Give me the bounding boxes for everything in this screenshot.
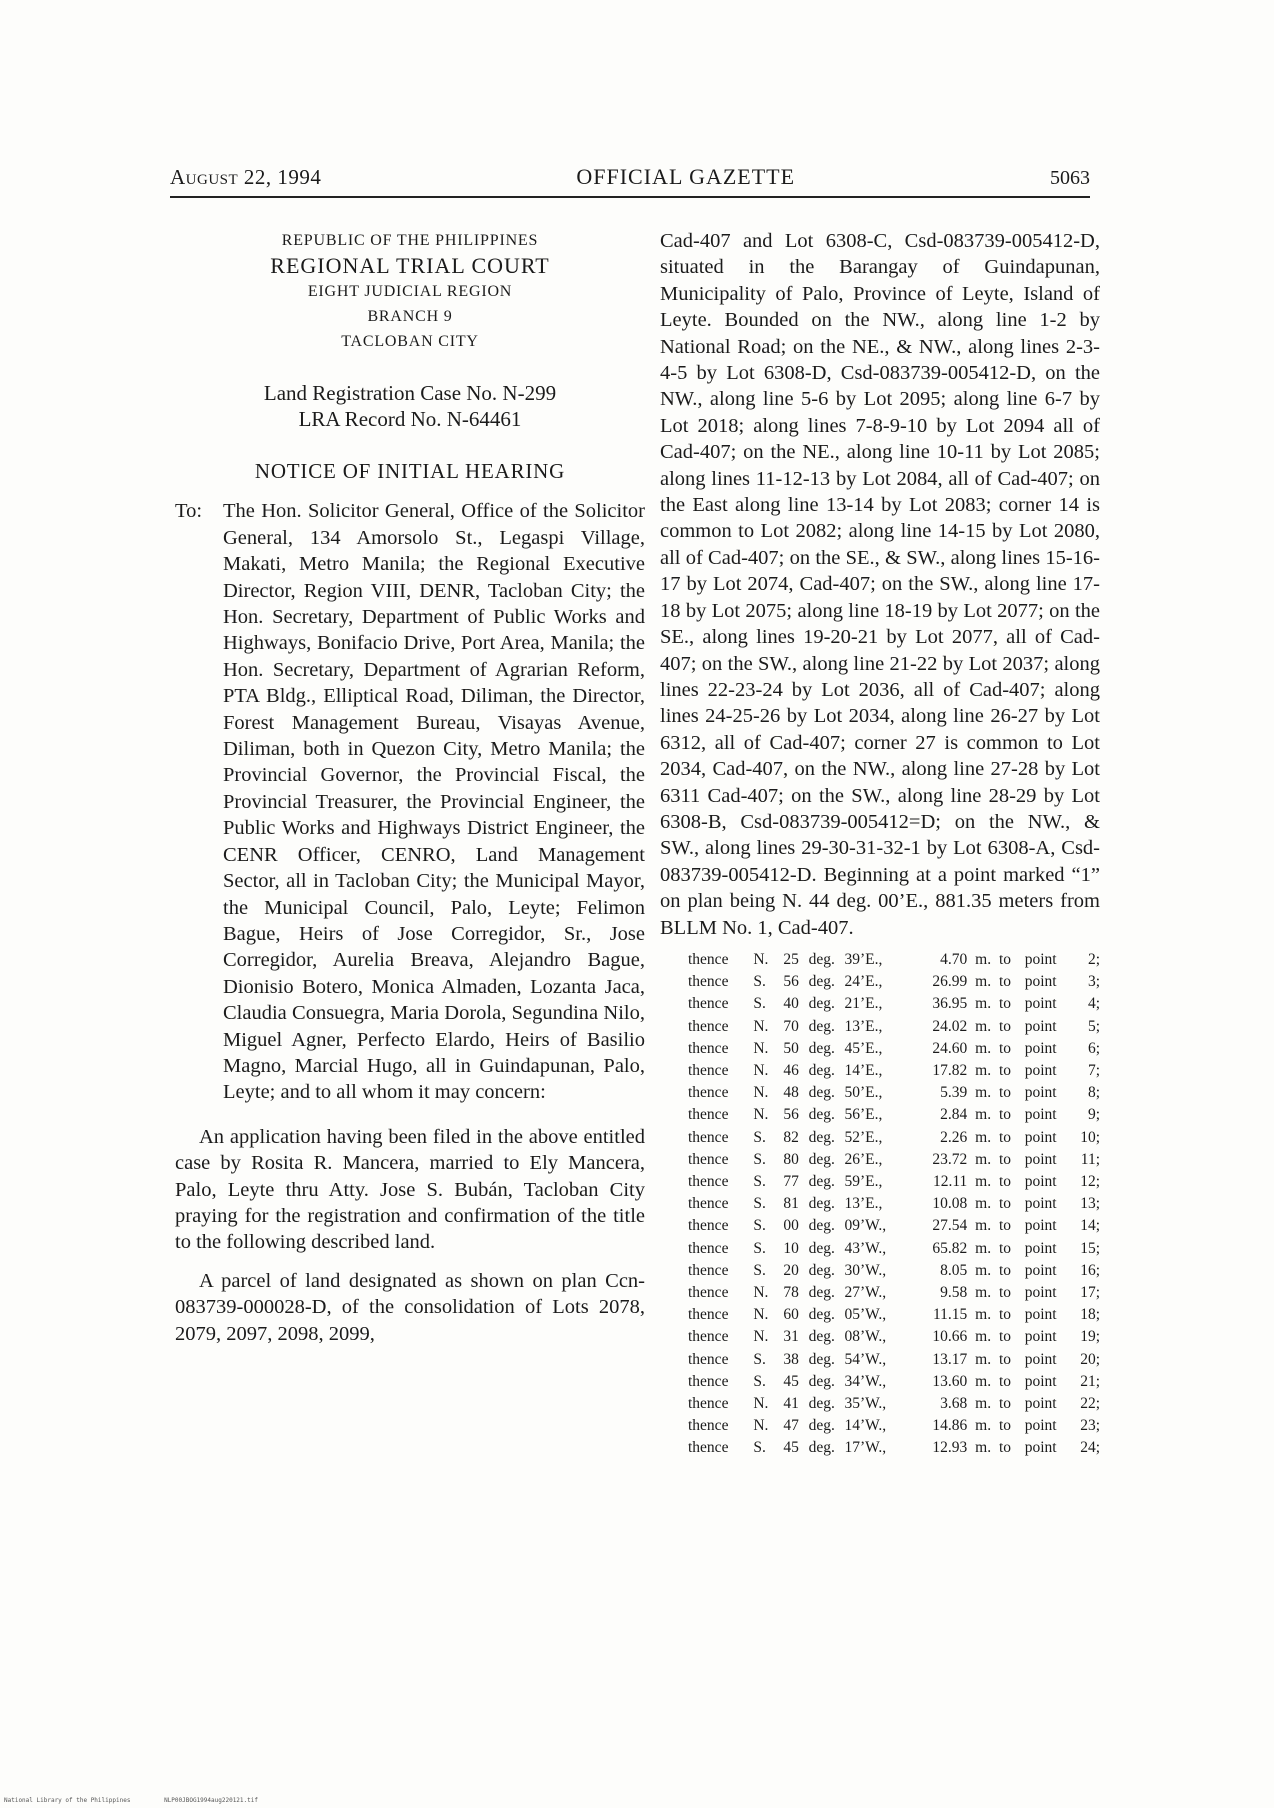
- court-republic: REPUBLIC OF THE PHILIPPINES: [281, 232, 539, 249]
- bearing-point-number: 4;: [1087, 995, 1101, 1013]
- bearing-thence: thence: [688, 1372, 729, 1390]
- bearing-point-word: point: [1024, 1284, 1057, 1302]
- notice-title: NOTICE OF INITIAL HEARING: [254, 459, 566, 483]
- bearing-minutes: 24’E.,: [844, 973, 883, 991]
- bearing-thence: thence: [688, 950, 729, 968]
- bearing-thence: thence: [688, 1061, 729, 1079]
- bearing-direction: N.: [753, 1395, 769, 1413]
- bearing-unit: m.: [975, 1173, 992, 1190]
- bearing-minutes: 13’E.,: [844, 1017, 883, 1035]
- bearing-to: to: [998, 1350, 1012, 1368]
- bearing-unit: m.: [975, 973, 992, 991]
- bearing-point-number: 2;: [1087, 950, 1101, 968]
- court-branch: BRANCH 9: [367, 308, 453, 325]
- bearing-thence: thence: [688, 1128, 729, 1146]
- bearing-unit: m.: [975, 1017, 992, 1035]
- bearing-unit: m.: [975, 1350, 992, 1368]
- addressee-list: The Hon. Solicitor General, Office of the Solicitor General, 134 Amorsolo St., Legaspi Village, Makati, Metro Manila; the Regional Executive Director, Region VIII, DENR, Tacloban City; the Hon. Secretary, Department of Public Works and Highways, Bonifacio Drive, Port Area, Manila; the Hon. Secretary, Department of Agrarian Reform, PTA Bldg., Elliptical Road, Diliman, the Director, Forest Management Bureau, Visayas Avenue, Diliman, both in Quezon City, Metro Manila; the Provincial Governor, the Provincial Fiscal, the Provincial Treasurer, the Provincial Engineer, the Public Works and Highways District Engineer, the CENR Officer, CENRO, Land Management Sector, all in Tacloban City; the Municipal Mayor, the Municipal Council, Palo, Leyte; Felimon Bague, Heirs of Jose Corregidor, Sr., Jose Corregidor, Aurelia Breava, Alejandro Bague, Dionisio Botero, Monica Almaden, Lozanta Jaca, Claudia Consuegra, Maria Dorola, Segundina Nilo, Miguel Agner, Perfecto Elardo, Heirs of Basilio Magno, Marcial Hugo, all in Guindapunan, Palo, Leyte; and to all whom it may concern:: [223, 500, 645, 1104]
- bearing-to: to: [998, 1328, 1012, 1346]
- bearing-direction: S.: [753, 973, 766, 991]
- bearing-degrees: 82: [783, 1128, 799, 1146]
- bearing-point-word: point: [1024, 1417, 1057, 1435]
- bearing-direction: S.: [753, 1261, 766, 1279]
- bearing-deg-word: deg.: [808, 1417, 835, 1435]
- bearing-unit: m.: [975, 1106, 992, 1124]
- bearing-minutes: 35’W.,: [844, 1395, 887, 1413]
- bearing-point-word: point: [1024, 1306, 1057, 1324]
- bearing-deg-word: deg.: [808, 1106, 835, 1124]
- bearing-distance: 2.26: [940, 1128, 968, 1146]
- bearing-row: [660, 1193, 1100, 1215]
- bearing-point-number: 9;: [1087, 1106, 1101, 1124]
- bearing-direction: S.: [753, 1372, 766, 1390]
- bearing-row: [660, 1260, 1100, 1282]
- bearing-unit: m.: [975, 1417, 992, 1435]
- bearing-minutes: 34’W.,: [844, 1372, 887, 1390]
- bearing-thence: thence: [688, 1106, 729, 1124]
- bearing-point-number: 7;: [1087, 1061, 1101, 1079]
- bearing-point-word: point: [1024, 1017, 1057, 1035]
- bearing-unit: m.: [975, 1395, 992, 1413]
- bearing-thence: thence: [688, 1284, 729, 1302]
- bearing-thence: thence: [688, 1150, 729, 1168]
- bearing-distance: 2.84: [940, 1106, 968, 1124]
- bearing-minutes: 30’W.,: [844, 1261, 887, 1279]
- bearing-to: to: [998, 1106, 1012, 1124]
- bearing-direction: N.: [753, 1106, 769, 1124]
- bearing-minutes: 27’W.,: [844, 1284, 887, 1302]
- bearing-row: [660, 1371, 1100, 1393]
- bearing-row: [660, 1349, 1100, 1371]
- bearing-deg-word: deg.: [808, 1261, 835, 1279]
- bearing-to: to: [998, 1039, 1012, 1057]
- bearing-direction: N.: [753, 1039, 769, 1057]
- bearing-minutes: 21’E.,: [844, 995, 883, 1013]
- bearing-point-number: 16;: [1080, 1261, 1101, 1279]
- bearing-unit: m.: [975, 1372, 992, 1390]
- bearing-row: [660, 1238, 1100, 1260]
- bearing-direction: S.: [753, 1173, 766, 1190]
- bearing-thence: thence: [688, 1328, 729, 1346]
- bearing-point-number: 12;: [1080, 1173, 1101, 1190]
- bearing-row: [660, 1282, 1100, 1304]
- bearing-row: [660, 1127, 1100, 1149]
- bearing-unit: m.: [975, 1039, 992, 1057]
- bearing-direction: N.: [753, 1284, 769, 1302]
- bearing-direction: S.: [753, 1350, 766, 1368]
- bearing-minutes: 17’W.,: [844, 1439, 887, 1457]
- bearing-degrees: 38: [783, 1350, 799, 1368]
- bearing-point-word: point: [1024, 1106, 1057, 1124]
- scan-footer: [4, 1797, 258, 1804]
- bearing-distance: 3.68: [940, 1395, 968, 1413]
- bearing-degrees: 00: [783, 1217, 799, 1235]
- bearing-direction: S.: [753, 1195, 766, 1213]
- right-column: [660, 228, 1100, 1460]
- bearing-unit: m.: [975, 1150, 992, 1168]
- bearing-thence: thence: [688, 1039, 729, 1057]
- bearing-degrees: 56: [783, 1106, 799, 1124]
- bearing-distance: 26.99: [932, 973, 968, 991]
- bearing-degrees: 10: [783, 1239, 799, 1257]
- bearing-to: to: [998, 1306, 1012, 1324]
- bearing-point-word: point: [1024, 1061, 1057, 1079]
- bearing-to: to: [998, 950, 1012, 968]
- bearing-to: to: [998, 1195, 1012, 1213]
- bearing-deg-word: deg.: [808, 1306, 835, 1324]
- bearing-point-number: 21;: [1080, 1372, 1101, 1390]
- bearing-deg-word: deg.: [808, 1061, 835, 1079]
- bearing-deg-word: deg.: [808, 1150, 835, 1168]
- bearing-row: [660, 1326, 1100, 1348]
- bearing-deg-word: deg.: [808, 1239, 835, 1257]
- bearing-to: to: [998, 995, 1012, 1013]
- publication-title: OFFICIAL GAZETTE: [576, 164, 796, 189]
- bearing-unit: m.: [975, 1306, 992, 1324]
- bearing-point-word: point: [1024, 1239, 1057, 1257]
- bearing-unit: m.: [975, 1084, 992, 1102]
- bearing-row: [660, 971, 1100, 993]
- bearing-unit: m.: [975, 995, 992, 1013]
- court-heading: [175, 228, 645, 354]
- bearing-to: to: [998, 1173, 1012, 1190]
- application-paragraph: An application having been filed in the above entitled case by Rosita R. Mancera, married to Ely Mancera, Palo, Leyte thru Atty. Jose S. Bubán, Tacloban City praying for the registration and confirmation of the title to the following described land.: [175, 1125, 645, 1254]
- bearing-minutes: 08’W.,: [844, 1328, 887, 1346]
- bearing-minutes: 52’E.,: [844, 1128, 883, 1146]
- bearing-direction: S.: [753, 1239, 766, 1257]
- bearing-to: to: [998, 1395, 1012, 1413]
- bearing-direction: N.: [753, 1061, 769, 1079]
- boundary-description: Cad-407 and Lot 6308-C, Csd-083739-005412-D, situated in the Barangay of Guindapunan, Municipality of Palo, Province of Leyte, Island of Leyte. Bounded on the NW., along line 1-2 by National Road; on the NE., & NW., along lines 2-3-4-5 by Lot 6308-D, Csd-083739-005412-D, on the NW., along line 5-6 by Lot 2095; along line 6-7 by Lot 2018; along lines 7-8-9-10 by Lot 2094 all of Cad-407; on the NE., along line 10-11 by Lot 2085; along lines 11-12-13 by Lot 2084, all of Cad-407; on the East along line 13-14 by Lot 2083; corner 14 is common to Lot 2082; along line 14-15 by Lot 2080, all of Cad-407; on the SE., & SW., along lines 15-16-17 by Lot 2074, Cad-407; on the SW., along line 17-18 by Lot 2075; along line 18-19 by Lot 2077; on the SE., along lines 19-20-21 by Lot 2077, all of Cad-407; on the SW., along line 21-22 by Lot 2037; along lines 22-23-24 by Lot 2036, all of Cad-407; along lines 24-25-26 by Lot 2034, along line 26-27 by Lot 6312, all of Cad-407; corner 27 is common to Lot 2034, Cad-407, on the NW., along line 27-28 by Lot 6311 Cad-407; on the SW., along line 28-29 by Lot 6308-B, Csd-083739-005412=D; on the NW., & SW., along lines 29-30-31-32-1 by Lot 6308-A, Csd-083739-005412-D. Beginning at a point marked “1” on plan being N. 44 deg. 00’E., 881.35 meters from BLLM No. 1, Cad-407.: [660, 230, 1100, 939]
- bearings-table: [660, 949, 1100, 1460]
- bearing-point-number: 24;: [1080, 1439, 1101, 1457]
- bearing-direction: S.: [753, 1128, 766, 1146]
- bearing-minutes: 56’E.,: [844, 1106, 883, 1124]
- bearing-thence: thence: [688, 1350, 729, 1368]
- bearing-thence: thence: [688, 1217, 729, 1235]
- bearing-point-word: point: [1024, 1173, 1057, 1190]
- bearing-row: [660, 1082, 1100, 1104]
- bearing-point-word: point: [1024, 1217, 1057, 1235]
- bearing-point-number: 14;: [1080, 1217, 1101, 1235]
- bearing-thence: thence: [688, 973, 729, 991]
- bearing-point-word: point: [1024, 1372, 1057, 1390]
- bearing-row: [660, 1437, 1100, 1459]
- bearing-point-number: 19;: [1080, 1328, 1101, 1346]
- bearing-to: to: [998, 1284, 1012, 1302]
- bearing-point-number: 17;: [1080, 1284, 1101, 1302]
- bearing-direction: N.: [753, 1084, 769, 1102]
- bearing-unit: m.: [975, 1217, 992, 1235]
- bearing-minutes: 14’E.,: [844, 1061, 883, 1079]
- bearing-thence: thence: [688, 1084, 729, 1102]
- bearing-unit: m.: [975, 1284, 992, 1302]
- bearing-unit: m.: [975, 1439, 992, 1457]
- bearing-row: [660, 1304, 1100, 1326]
- bearing-deg-word: deg.: [808, 1372, 835, 1390]
- bearing-point-number: 20;: [1080, 1350, 1101, 1368]
- bearing-degrees: 78: [783, 1284, 799, 1302]
- bearing-row: [660, 993, 1100, 1015]
- bearing-deg-word: deg.: [808, 1128, 835, 1146]
- bearing-row: [660, 1104, 1100, 1126]
- bearing-degrees: 47: [783, 1417, 799, 1435]
- bearing-deg-word: deg.: [808, 1395, 835, 1413]
- issue-date: August 22, 1994: [170, 165, 322, 189]
- bearing-direction: S.: [753, 995, 766, 1013]
- bearing-point-number: 5;: [1087, 1017, 1101, 1035]
- bearing-unit: m.: [975, 1195, 992, 1213]
- bearing-row: [660, 1171, 1100, 1193]
- bearing-deg-word: deg.: [808, 1350, 835, 1368]
- bearing-unit: m.: [975, 1239, 992, 1257]
- bearing-thence: thence: [688, 1195, 729, 1213]
- bearing-point-word: point: [1024, 1150, 1057, 1168]
- bearing-thence: thence: [688, 1239, 729, 1257]
- bearing-row: [660, 949, 1100, 971]
- bearing-distance: 4.70: [940, 950, 968, 968]
- bearing-direction: N.: [753, 1328, 769, 1346]
- bearing-direction: N.: [753, 1306, 769, 1324]
- bearing-minutes: 39’E.,: [844, 950, 883, 968]
- bearing-minutes: 59’E.,: [844, 1173, 883, 1190]
- bearing-distance: 12.93: [932, 1439, 968, 1457]
- bearing-to: to: [998, 1217, 1012, 1235]
- to-label: To:: [175, 500, 203, 523]
- bearing-row: [660, 1215, 1100, 1237]
- bearing-degrees: 45: [783, 1372, 799, 1390]
- bearing-degrees: 80: [783, 1150, 799, 1168]
- bearing-point-number: 18;: [1080, 1306, 1101, 1324]
- bearing-point-number: 10;: [1080, 1128, 1101, 1146]
- bearing-row: [660, 1060, 1100, 1082]
- left-column: [175, 228, 645, 1347]
- page-number: 5063: [1050, 167, 1090, 189]
- bearing-thence: thence: [688, 1306, 729, 1324]
- bearing-deg-word: deg.: [808, 973, 835, 991]
- bearing-point-number: 3;: [1087, 973, 1101, 991]
- bearing-degrees: 60: [783, 1306, 799, 1324]
- bearing-distance: 27.54: [932, 1217, 968, 1235]
- bearing-minutes: 43’W.,: [844, 1239, 887, 1257]
- bearing-degrees: 46: [783, 1061, 799, 1079]
- bearing-point-number: 22;: [1080, 1395, 1101, 1413]
- bearing-degrees: 81: [783, 1195, 799, 1213]
- scan-filename: NLP00JBOG1994aug220121.tif: [164, 1797, 258, 1804]
- bearing-degrees: 56: [783, 973, 799, 991]
- bearing-point-word: point: [1024, 1439, 1057, 1457]
- bearing-direction: S.: [753, 1439, 766, 1457]
- bearing-point-word: point: [1024, 1350, 1057, 1368]
- bearing-deg-word: deg.: [808, 1217, 835, 1235]
- bearing-minutes: 05’W.,: [844, 1306, 887, 1324]
- bearing-deg-word: deg.: [808, 950, 835, 968]
- bearing-distance: 13.17: [932, 1350, 968, 1368]
- bearing-direction: N.: [753, 1017, 769, 1035]
- bearing-thence: thence: [688, 995, 729, 1013]
- bearing-distance: 10.66: [932, 1328, 968, 1346]
- bearing-degrees: 25: [783, 950, 799, 968]
- bearing-to: to: [998, 1239, 1012, 1257]
- bearing-point-word: point: [1024, 995, 1057, 1013]
- bearing-point-number: 11;: [1080, 1150, 1101, 1168]
- bearing-distance: 5.39: [940, 1084, 968, 1102]
- bearing-direction: S.: [753, 1150, 766, 1168]
- bearing-degrees: 20: [783, 1261, 799, 1279]
- bearing-deg-word: deg.: [808, 1284, 835, 1302]
- bearing-to: to: [998, 1061, 1012, 1079]
- bearing-distance: 11.15: [932, 1306, 968, 1324]
- court-name: REGIONAL TRIAL COURT: [270, 253, 550, 278]
- bearing-thence: thence: [688, 1417, 729, 1435]
- bearing-distance: 13.60: [932, 1372, 968, 1390]
- bearing-thence: thence: [688, 1017, 729, 1035]
- bearing-deg-word: deg.: [808, 1084, 835, 1102]
- bearing-thence: thence: [688, 1261, 729, 1279]
- bearing-deg-word: deg.: [808, 995, 835, 1013]
- bearing-to: to: [998, 1261, 1012, 1279]
- bearing-to: to: [998, 1150, 1012, 1168]
- bearing-deg-word: deg.: [808, 1039, 835, 1057]
- bearing-thence: thence: [688, 1395, 729, 1413]
- bearing-minutes: 13’E.,: [844, 1195, 883, 1213]
- bearing-degrees: 77: [783, 1173, 799, 1190]
- bearing-point-word: point: [1024, 1395, 1057, 1413]
- bearing-deg-word: deg.: [808, 1439, 835, 1457]
- bearing-minutes: 50’E.,: [844, 1084, 883, 1102]
- bearing-degrees: 50: [783, 1039, 799, 1057]
- bearing-point-word: point: [1024, 1084, 1057, 1102]
- parcel-paragraph: A parcel of land designated as shown on plan Ccn-083739-000028-D, of the consolidation of Lots 2078, 2079, 2097, 2098, 2099,: [175, 1269, 645, 1345]
- bearing-to: to: [998, 1417, 1012, 1435]
- bearing-point-word: point: [1024, 973, 1057, 991]
- bearing-row: [660, 1393, 1100, 1415]
- bearing-point-word: point: [1024, 1128, 1057, 1146]
- bearing-distance: 9.58: [940, 1284, 968, 1302]
- bearing-direction: S.: [753, 1217, 766, 1235]
- library-credit: National Library of the Philippines: [4, 1797, 131, 1804]
- court-city: TACLOBAN CITY: [341, 333, 479, 350]
- bearing-point-word: point: [1024, 1195, 1057, 1213]
- case-registration-no: Land Registration Case No. N-299: [263, 381, 557, 405]
- bearing-thence: thence: [688, 1173, 729, 1190]
- bearing-minutes: 14’W.,: [844, 1417, 887, 1435]
- bearing-to: to: [998, 1372, 1012, 1390]
- bearing-to: to: [998, 1084, 1012, 1102]
- bearing-minutes: 26’E.,: [844, 1150, 883, 1168]
- bearing-distance: 12.11: [932, 1173, 968, 1190]
- bearing-to: to: [998, 973, 1012, 991]
- bearing-degrees: 40: [783, 995, 799, 1013]
- case-numbers: [175, 380, 645, 432]
- bearing-distance: 24.60: [932, 1039, 968, 1057]
- bearing-distance: 65.82: [932, 1239, 968, 1257]
- addressees: [175, 498, 645, 1105]
- bearing-point-word: point: [1024, 1039, 1057, 1057]
- bearing-distance: 10.08: [932, 1195, 968, 1213]
- court-region: EIGHT JUDICIAL REGION: [307, 283, 513, 300]
- bearing-degrees: 45: [783, 1439, 799, 1457]
- bearing-point-number: 8;: [1087, 1084, 1101, 1102]
- bearing-degrees: 70: [783, 1017, 799, 1035]
- bearing-row: [660, 1149, 1100, 1171]
- bearing-row: [660, 1038, 1100, 1060]
- bearing-distance: 17.82: [932, 1061, 968, 1079]
- bearing-point-number: 15;: [1080, 1239, 1101, 1257]
- lra-record-no: LRA Record No. N-64461: [298, 407, 522, 431]
- bearing-degrees: 41: [783, 1395, 799, 1413]
- bearing-unit: m.: [975, 1261, 992, 1279]
- bearing-minutes: 09’W.,: [844, 1217, 887, 1235]
- bearing-row: [660, 1415, 1100, 1437]
- bearing-deg-word: deg.: [808, 1173, 835, 1190]
- bearing-minutes: 45’E.,: [844, 1039, 883, 1057]
- bearing-unit: m.: [975, 1328, 992, 1346]
- bearing-point-number: 13;: [1080, 1195, 1101, 1213]
- bearing-direction: N.: [753, 950, 769, 968]
- bearing-unit: m.: [975, 950, 992, 968]
- bearing-to: to: [998, 1439, 1012, 1457]
- bearing-point-word: point: [1024, 1328, 1057, 1346]
- bearing-degrees: 31: [783, 1328, 799, 1346]
- bearing-to: to: [998, 1017, 1012, 1035]
- bearing-to: to: [998, 1128, 1012, 1146]
- bearing-direction: N.: [753, 1417, 769, 1435]
- bearing-row: [660, 1016, 1100, 1038]
- bearing-point-word: point: [1024, 950, 1057, 968]
- bearing-deg-word: deg.: [808, 1017, 835, 1035]
- bearing-distance: 36.95: [932, 995, 968, 1013]
- bearing-minutes: 54’W.,: [844, 1350, 887, 1368]
- bearing-point-number: 6;: [1087, 1039, 1101, 1057]
- bearing-point-number: 23;: [1080, 1417, 1101, 1435]
- bearing-distance: 24.02: [932, 1017, 968, 1035]
- bearing-unit: m.: [975, 1128, 992, 1146]
- bearing-distance: 14.86: [932, 1417, 968, 1435]
- bearing-unit: m.: [975, 1061, 992, 1079]
- bearing-point-word: point: [1024, 1261, 1057, 1279]
- bearing-deg-word: deg.: [808, 1195, 835, 1213]
- bearing-deg-word: deg.: [808, 1328, 835, 1346]
- bearing-degrees: 48: [783, 1084, 799, 1102]
- page-header: [170, 150, 1090, 198]
- bearing-distance: 23.72: [932, 1150, 968, 1168]
- bearing-distance: 8.05: [940, 1261, 968, 1279]
- bearing-thence: thence: [688, 1439, 729, 1457]
